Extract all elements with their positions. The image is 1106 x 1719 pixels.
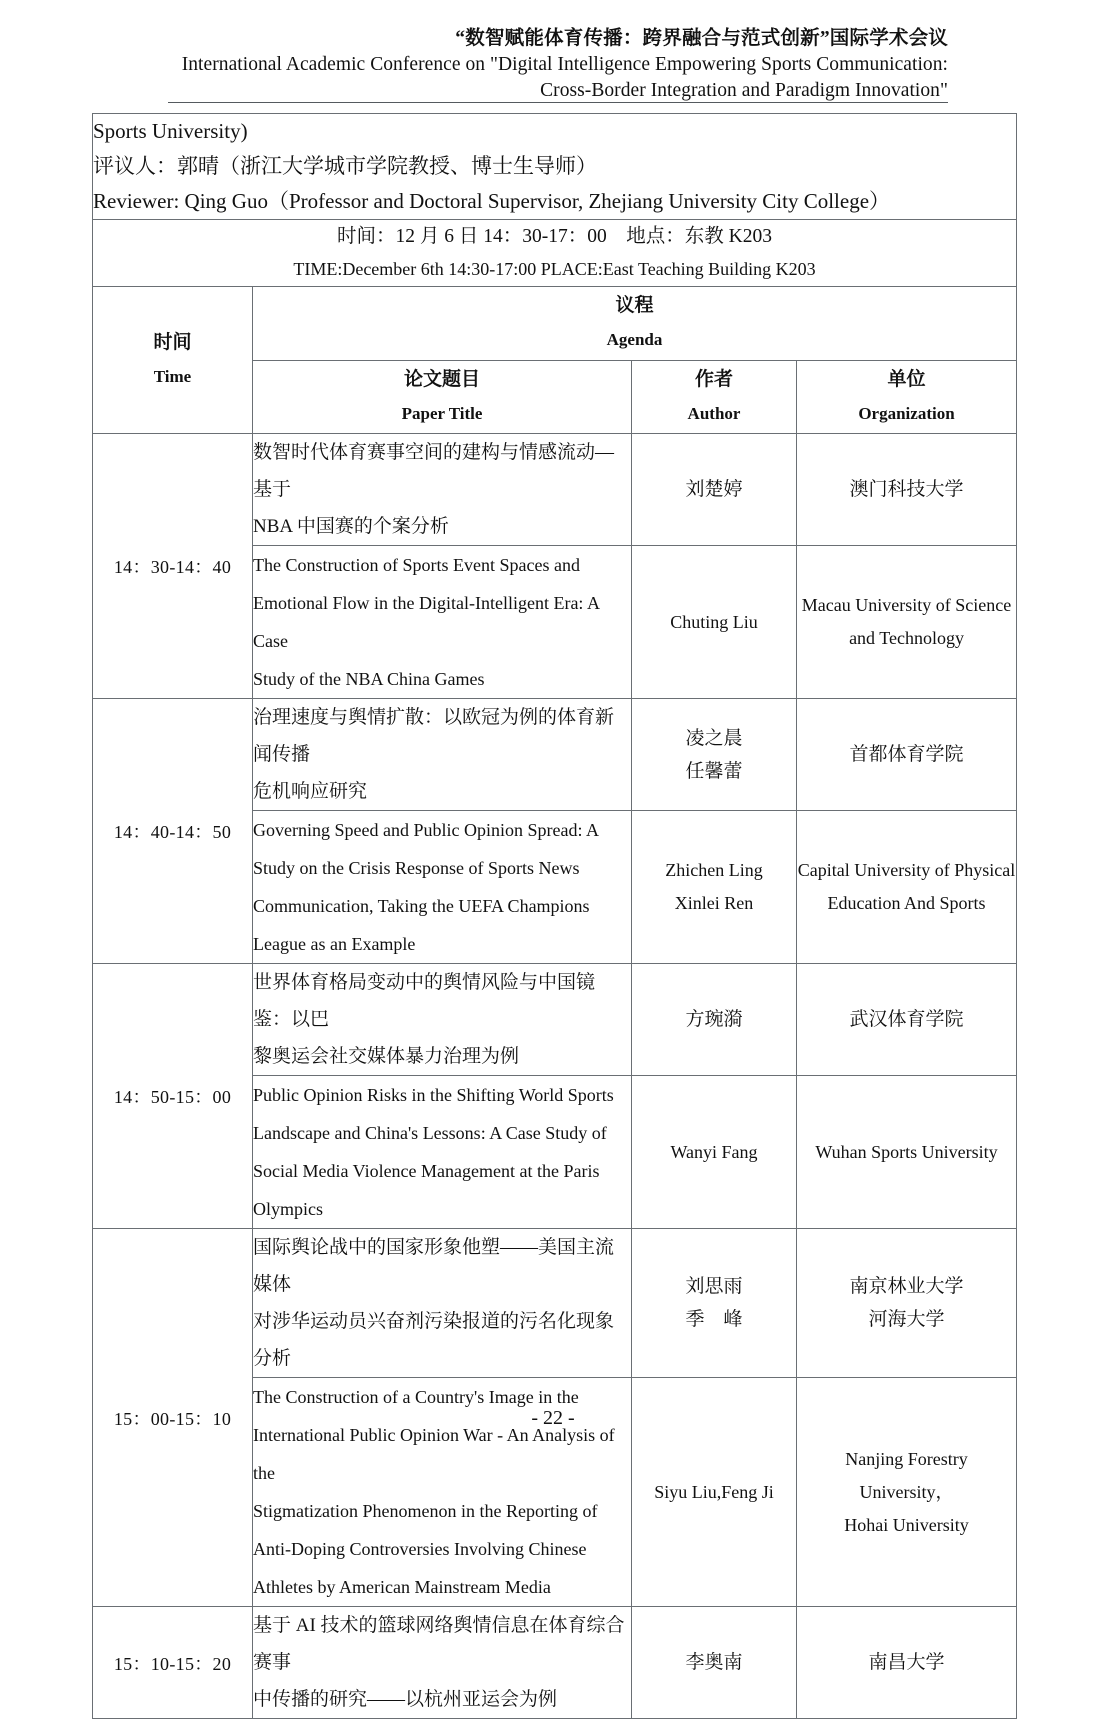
organization-cn-line: 河海大学 <box>868 1309 945 1330</box>
paper-title-cn <box>253 699 632 811</box>
reviewer-info-line3: Reviewer: Qing Guo（Professor and Doctoral Supervisor, Zhejiang University City College） <box>93 189 891 213</box>
paper-title-cn-line: 世界体育格局变动中的舆情风险与中国镜鉴：以巴 <box>253 972 596 1030</box>
paper-title-en-line: Emotional Flow in the Digital-Intelligent Era: A Case <box>253 593 599 651</box>
paper-title-cn-line: 国际舆论战中的国家形象他塑——美国主流媒体 <box>253 1237 615 1295</box>
paper-title-en-line: The Construction of a Country's Image in the <box>253 1387 579 1407</box>
header-english-title-line2: Cross-Border Integration and Paradigm Innovation" <box>540 80 948 101</box>
column-header-agenda-en: Agenda <box>606 330 663 350</box>
column-header-author <box>632 360 797 434</box>
author-en-line: Zhichen Ling <box>665 860 763 880</box>
session-time: 14：40-14：50 <box>93 699 253 964</box>
paper-title-cn <box>253 1229 632 1378</box>
paper-title-cn-line: 基于 AI 技术的篮球网络舆情信息在体育综合赛事 <box>253 1615 625 1673</box>
paper-title-en <box>253 546 632 699</box>
paper-title-cn <box>253 434 632 546</box>
column-header-paper-title-en: Paper Title <box>401 403 483 423</box>
agenda-table <box>92 113 1017 1719</box>
organization-en: Wuhan Sports University <box>797 1076 1017 1229</box>
organization-en <box>797 546 1017 699</box>
column-header-organization <box>797 360 1017 434</box>
column-header-time-cn: 时间 <box>153 332 192 353</box>
column-header-author-en: Author <box>687 403 741 423</box>
author-cn-line: 季 峰 <box>685 1309 743 1330</box>
table-row <box>93 1607 1017 1719</box>
paper-title-en-line: League as an Example <box>253 934 416 954</box>
table-row <box>93 699 1017 811</box>
reviewer-info-row <box>93 114 1017 220</box>
author-cn: 方琬漪 <box>632 964 797 1076</box>
paper-title-en <box>253 811 632 964</box>
column-header-organization-cn: 单位 <box>887 368 926 390</box>
organization-cn-line: 南京林业大学 <box>849 1276 964 1297</box>
column-header-time <box>93 287 253 434</box>
table-row <box>93 434 1017 546</box>
paper-title-cn <box>253 964 632 1076</box>
author-cn-line: 任馨蕾 <box>685 760 743 782</box>
paper-title-cn-line: 对涉华运动员兴奋剂污染报道的污名化现象分析 <box>253 1311 615 1369</box>
paper-title-en-line: Study of the NBA China Games <box>253 669 485 689</box>
header-chinese-title: “数智赋能体育传播：跨界融合与范式创新”国际学术会议 <box>455 28 948 49</box>
session-time: 15：10-15：20 <box>93 1607 253 1719</box>
paper-title-cn-line: 中传播的研究——以杭州亚运会为例 <box>253 1689 558 1710</box>
time-place-chinese: 时间：12 月 6 日 14：30-17：00 地点：东教 K203 <box>337 226 772 247</box>
session-time: 15：00-15：10 <box>93 1229 253 1607</box>
time-place-cell <box>93 220 1017 287</box>
document-header <box>168 26 948 104</box>
paper-title-en-line: Anti-Doping Controversies Involving Chinese <box>253 1539 587 1559</box>
organization-cn: 武汉体育学院 <box>797 964 1017 1076</box>
organization-cn: 澳门科技大学 <box>797 434 1017 546</box>
column-header-paper-title <box>253 360 632 434</box>
column-header-author-cn: 作者 <box>694 368 733 390</box>
organization-en-line: and Technology <box>849 628 964 648</box>
page-number: - 22 - <box>531 1407 575 1429</box>
header-english-title-line1: International Academic Conference on "Digital Intelligence Empowering Sports Communication: <box>181 54 948 75</box>
session-time: 14：30-14：40 <box>93 434 253 699</box>
organization-en-line: Nanjing Forestry University， <box>845 1448 968 1502</box>
paper-title-en-line: Study on the Crisis Response of Sports News <box>253 858 580 878</box>
author-en-line: Xinlei Ren <box>674 893 754 913</box>
paper-title-en <box>253 1076 632 1229</box>
table-header-row-1 <box>93 287 1017 361</box>
paper-title-en-line: Stigmatization Phenomenon in the Reporting of <box>253 1501 598 1521</box>
column-header-time-en: Time <box>153 367 192 386</box>
organization-en-line: Macau University of Science <box>801 595 1012 615</box>
paper-title-cn-line: 数智时代体育赛事空间的建构与情感流动—基于 <box>253 442 615 500</box>
column-header-paper-title-cn: 论文题目 <box>403 368 480 390</box>
reviewer-info-line1: Sports University) <box>93 119 248 143</box>
table-row <box>93 964 1017 1076</box>
organization-en <box>797 811 1017 964</box>
author-cn: 李奥南 <box>632 1607 797 1719</box>
paper-title-cn <box>253 1607 632 1719</box>
author-cn-line: 凌之晨 <box>685 727 743 749</box>
reviewer-info-line2: 评议人：郭晴（浙江大学城市学院教授、博士生导师） <box>93 154 597 178</box>
paper-title-en-line: International Public Opinion War - An Analysis of the <box>253 1425 615 1483</box>
paper-title-en-line: Social Media Violence Management at the Paris <box>253 1161 600 1181</box>
author-cn: 刘楚婷 <box>632 434 797 546</box>
column-header-organization-en: Organization <box>858 403 955 423</box>
paper-title-en-line: Communication, Taking the UEFA Champions <box>253 896 590 916</box>
organization-cn: 首都体育学院 <box>797 699 1017 811</box>
paper-title-cn-line: NBA 中国赛的个案分析 <box>253 516 449 537</box>
author-en: Wanyi Fang <box>632 1076 797 1229</box>
organization-en-line: Hohai University <box>844 1514 969 1535</box>
organization-cn <box>797 1229 1017 1378</box>
paper-title-en-line: Governing Speed and Public Opinion Spread: A <box>253 820 599 840</box>
paper-title-en-line: Athletes by American Mainstream Media <box>253 1577 551 1597</box>
header-divider-rule <box>168 102 948 103</box>
paper-title-en-line: Public Opinion Risks in the Shifting World Sports <box>253 1085 614 1105</box>
author-en: Siyu Liu,Feng Ji <box>632 1378 797 1607</box>
column-header-agenda-cn: 议程 <box>615 295 654 317</box>
paper-title-en-line: Landscape and China's Lessons: A Case Study of <box>253 1123 607 1143</box>
time-place-english: TIME:December 6th 14:30-17:00 PLACE:East Teaching Building K203 <box>293 259 816 279</box>
reviewer-info-cell <box>93 114 1017 220</box>
paper-title-cn-line: 危机响应研究 <box>253 781 368 802</box>
paper-title-en-line: The Construction of Sports Event Spaces and <box>253 555 580 575</box>
paper-title-en-line: Olympics <box>253 1199 323 1219</box>
author-en <box>632 811 797 964</box>
author-cn-line: 刘思雨 <box>685 1276 743 1297</box>
paper-title-cn-line: 黎奥运会社交媒体暴力治理为例 <box>253 1046 520 1067</box>
author-cn <box>632 1229 797 1378</box>
organization-cn: 南昌大学 <box>797 1607 1017 1719</box>
author-cn <box>632 699 797 811</box>
time-place-row <box>93 220 1017 287</box>
column-header-agenda <box>253 287 1017 361</box>
organization-en-line: Capital University of Physical <box>797 860 1016 880</box>
author-en: Chuting Liu <box>632 546 797 699</box>
paper-title-cn-line: 治理速度与舆情扩散：以欧冠为例的体育新闻传播 <box>253 707 615 765</box>
table-row <box>93 1229 1017 1378</box>
organization-en-line: Education And Sports <box>827 893 986 913</box>
session-time: 14：50-15：00 <box>93 964 253 1229</box>
